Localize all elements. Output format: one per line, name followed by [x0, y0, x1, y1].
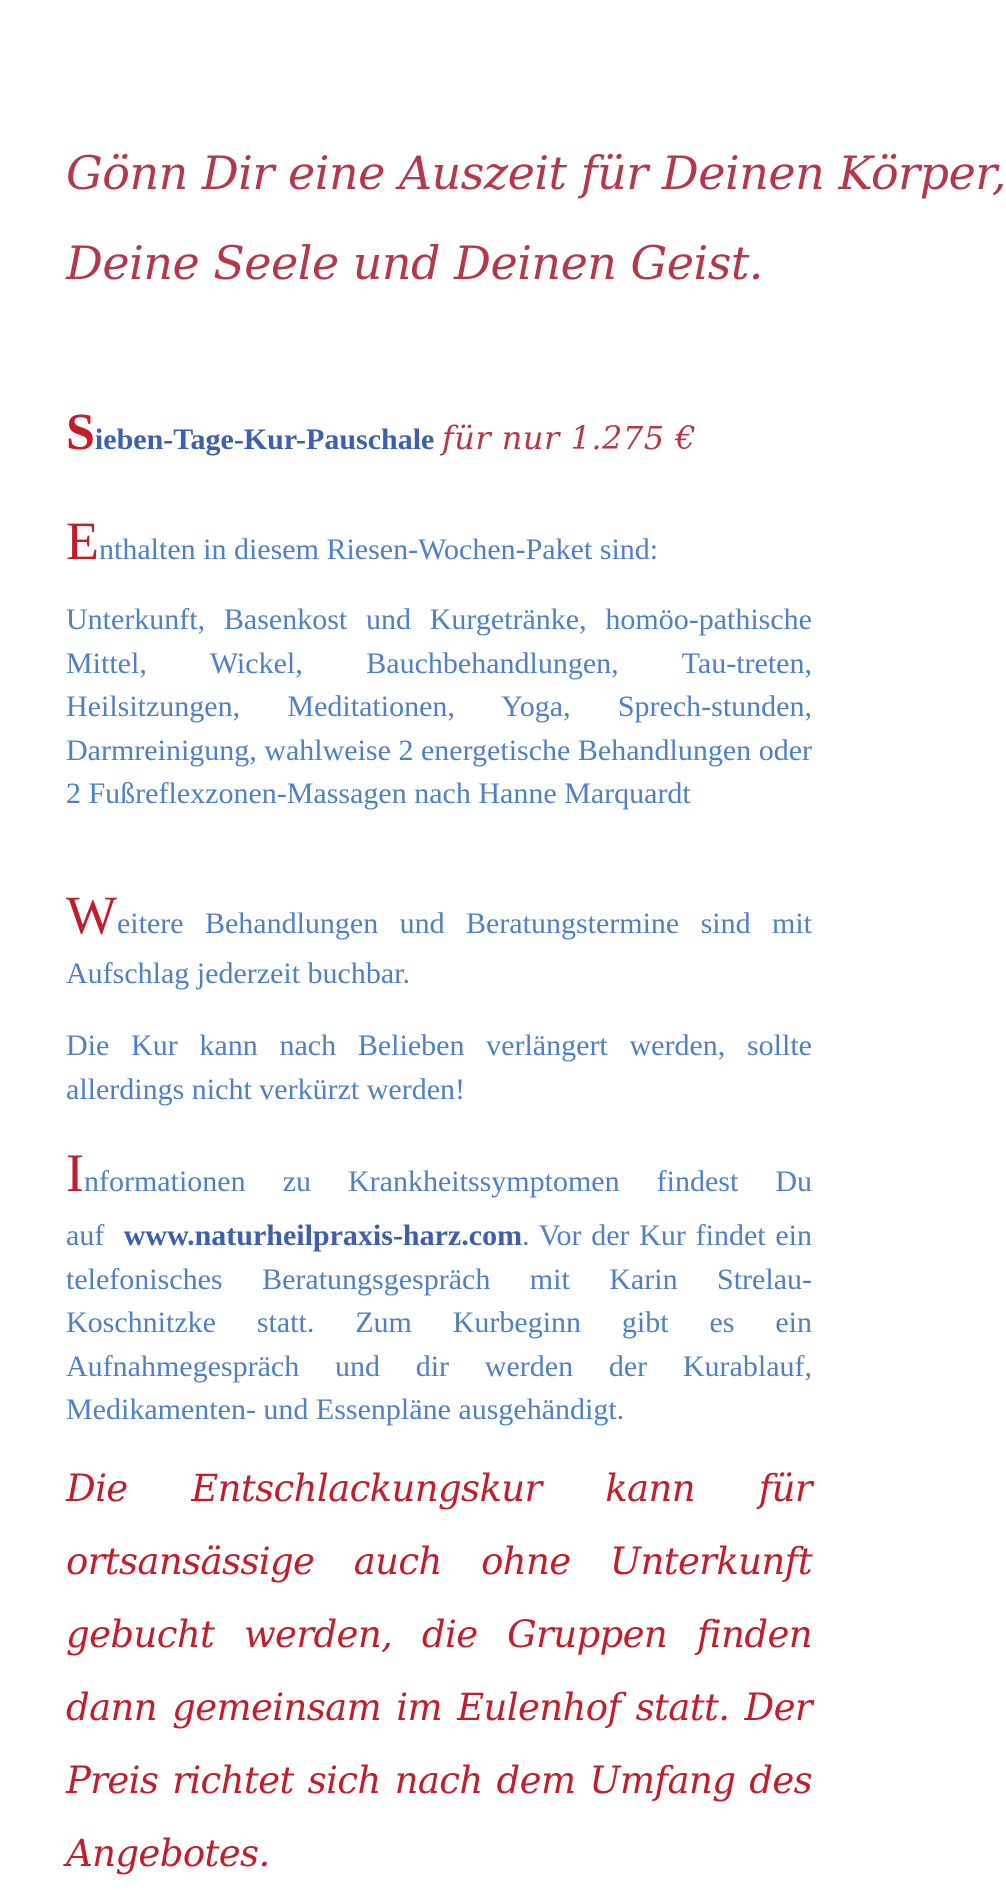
- info-prefix: auf: [66, 1219, 105, 1252]
- information-paragraph: [66, 1143, 812, 1432]
- info-first-line: [66, 1143, 812, 1214]
- package-price: für nur 1.275 €: [441, 419, 697, 457]
- info-first-text: nformationen zu Krankheitssymptomen findest Du: [83, 1165, 812, 1198]
- headline-line-2: Deine Seele und Deinen Geist.: [66, 236, 763, 290]
- intro-initial: E: [66, 511, 99, 571]
- more-text: eitere Behandlungen und Beratungstermine sind mit Aufschlag jederzeit buchbar.: [66, 907, 812, 990]
- extension-note: Die Kur kann nach Belieben verlängert werden, sollte allerdings nicht verkürzt werden!: [66, 1029, 812, 1106]
- info-text: . Vor der Kur findet ein telefonisches Beratungsgespräch mit Karin Strelau-Koschnitzke statt. Zum Kurbeginn gibt es ein Aufnahmegespräch und dir werden der Kurablauf, Medikamenten- und Essenpläne ausgehändigt.: [66, 1219, 812, 1426]
- additional-treatments: [66, 885, 812, 999]
- contents-intro: [66, 508, 812, 583]
- intro-text: nthalten in diesem Riesen-Wochen-Paket sind:: [99, 533, 659, 566]
- website-link[interactable]: www.naturheilpraxis-harz.com: [123, 1219, 523, 1252]
- package-initial: S: [66, 404, 95, 461]
- package-name: ieben-Tage-Kur-Pauschale: [94, 423, 435, 456]
- package-title: [66, 398, 812, 475]
- more-initial: W: [66, 885, 117, 945]
- info-initial: I: [66, 1143, 84, 1203]
- headline-line-1: Gönn Dir eine Auszeit für Deinen Körper,: [66, 146, 1006, 200]
- contents-list: Unterkunft, Basenkost und Kurgetränke, homöo-pathische Mittel, Wickel, Bauchbehandlungen, Tau-treten, Heilsitzungen, Meditationen, Yoga, Sprech-stunden, Darmreinigung, wahlweise 2 energetische Behandlungen oder 2 Fußreflexzonen-Massagen nach Hanne Marquardt: [66, 603, 812, 810]
- headline: [66, 128, 1006, 308]
- local-guests-note: Die Entschlackungskur kann für ortsansässige auch ohne Unterkunft gebucht werden, die Gruppen finden dann gemeinsam im Eulenhof statt. Der Preis richtet sich nach dem Umfang des Angebotes.: [66, 1467, 812, 1875]
